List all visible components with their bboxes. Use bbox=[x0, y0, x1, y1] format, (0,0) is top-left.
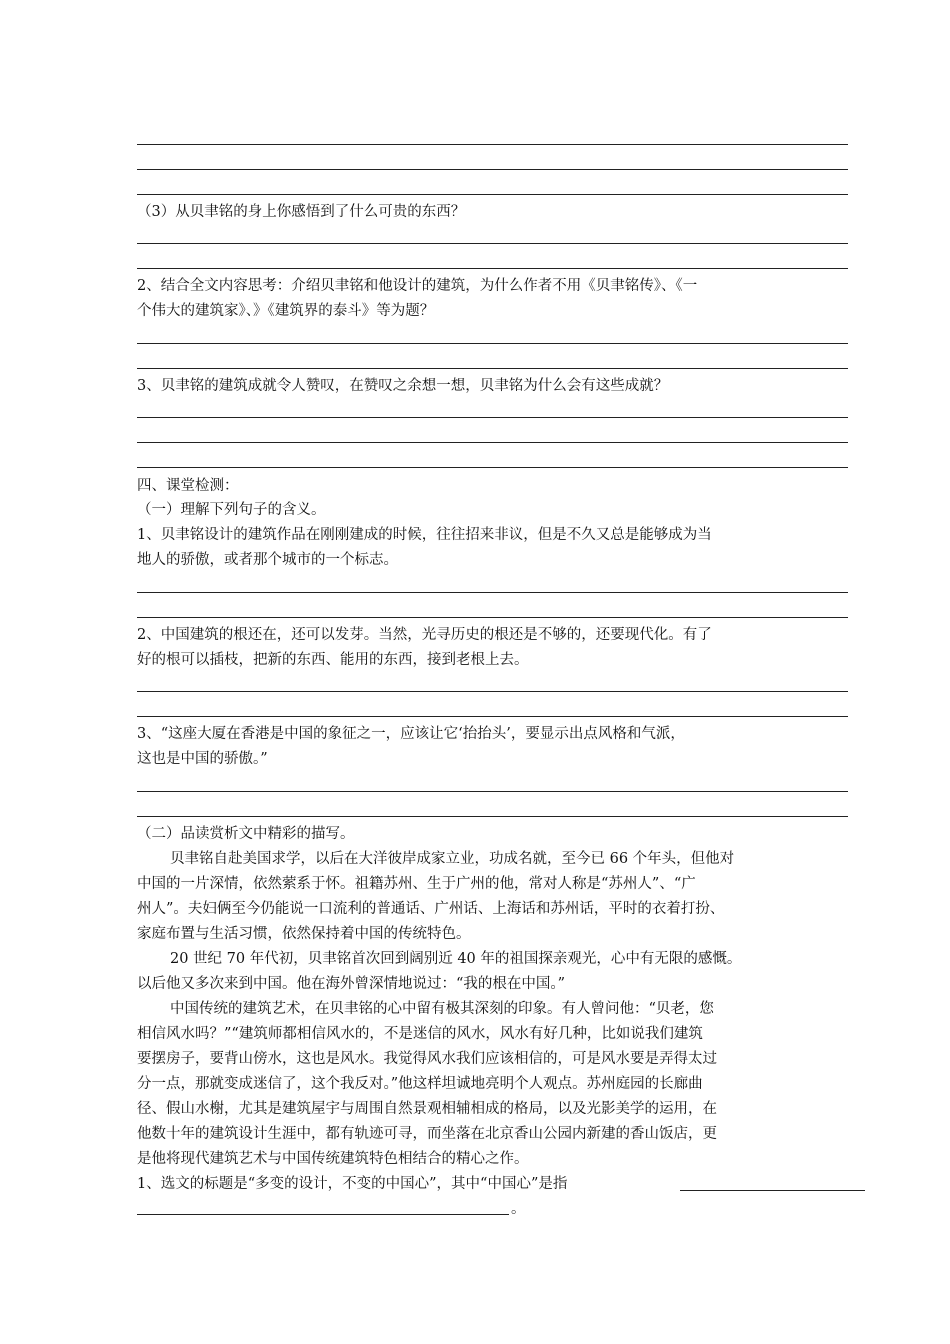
answer-line bbox=[137, 368, 848, 369]
answer-line bbox=[137, 617, 848, 618]
question-3-from-section: （3）从贝聿铭的身上你感悟到了什么可贵的东西？ bbox=[137, 204, 466, 220]
question-2-line-2: 个伟大的建筑家》、》《建筑界的泰斗》等为题？ bbox=[137, 303, 435, 319]
subsection-2-title: （二）品读赏析文中精彩的描写。 bbox=[137, 826, 355, 842]
fill-blank-line[interactable] bbox=[680, 1190, 865, 1191]
answer-line bbox=[137, 691, 848, 692]
passage-p2-line-2: 以后他又多次来到中国。他在海外曾深情地说过：“我的根在中国。” bbox=[137, 976, 566, 992]
answer-line bbox=[137, 417, 848, 418]
answer-line bbox=[137, 343, 848, 344]
sentence-3-line-1: 3、“这座大厦在香港是中国的象征之一，应该让它‘抬抬头’，要显示出点风格和气派， bbox=[137, 726, 685, 742]
sentence-2-line-1: 2、中国建筑的根还在，还可以发芽。当然，光寻历史的根还是不够的，还要现代化。有了 bbox=[137, 627, 712, 643]
answer-line bbox=[137, 442, 848, 443]
passage-p3-line-3: 要摆房子，要背山傍水，这也是风水。我觉得风水我们应该相信的，可是风水要是弄得太过 bbox=[137, 1051, 717, 1067]
answer-line bbox=[137, 169, 848, 170]
answer-line bbox=[137, 268, 848, 269]
sentence-2-line-2: 好的根可以插枝，把新的东西、能用的东西，接到老根上去。 bbox=[137, 652, 529, 668]
answer-line bbox=[137, 716, 848, 717]
question-2-line-1: 2、结合全文内容思考：介绍贝聿铭和他设计的建筑，为什么作者不用《贝聿铭传》、《一 bbox=[137, 278, 698, 294]
fill-blank-line[interactable] bbox=[137, 1214, 509, 1215]
passage-p3-line-6: 他数十年的建筑设计生涯中，都有轨迹可寻，而坐落在北京香山公园内新建的香山饭店，更 bbox=[137, 1126, 717, 1142]
subsection-1-title: （一）理解下列句子的含义。 bbox=[137, 502, 326, 518]
answer-line bbox=[137, 144, 848, 145]
section-4-title: 四、课堂检测： bbox=[137, 478, 239, 494]
passage-p1-line-4: 家庭布置与生活习惯，依然保持着中国的传统特色。 bbox=[137, 926, 471, 942]
sentence-1-line-2: 地人的骄傲，或者那个城市的一个标志。 bbox=[137, 552, 398, 568]
sentence-3-line-2: 这也是中国的骄傲。” bbox=[137, 751, 268, 767]
passage-p3-line-7: 是他将现代建筑艺术与中国传统建筑特色相结合的精心之作。 bbox=[137, 1151, 529, 1167]
final-period: 。 bbox=[511, 1201, 526, 1217]
passage-p3-line-4: 分一点，那就变成迷信了，这个我反对。”他这样坦诚地亮明个人观点。苏州庭园的长廊曲 bbox=[137, 1076, 703, 1092]
passage-p3-line-5: 径、假山水榭，尤其是建筑屋宇与周围自然景观相辅相成的格局，以及光影美学的运用，在 bbox=[137, 1101, 717, 1117]
final-question: 1、选文的标题是“多变的设计，不变的中国心”，其中“中国心”是指 bbox=[137, 1176, 568, 1192]
passage-p3-line-2: 相信风水吗？”“建筑师都相信风水的，不是迷信的风水，风水有好几种，比如说我们建筑 bbox=[137, 1026, 703, 1042]
answer-line bbox=[137, 243, 848, 244]
answer-line bbox=[137, 467, 848, 468]
passage-p1-line-1: 贝聿铭自赴美国求学，以后在大洋彼岸成家立业，功成名就，至今已 66 个年头，但他对 bbox=[170, 851, 735, 867]
sentence-1-line-1: 1、贝聿铭设计的建筑作品在刚刚建成的时候，往往招来非议，但是不久又总是能够成为当 bbox=[137, 527, 712, 543]
passage-p3-line-1: 中国传统的建筑艺术，在贝聿铭的心中留有极其深刻的印象。有人曾问他：“贝老，您 bbox=[170, 1001, 714, 1017]
answer-line bbox=[137, 791, 848, 792]
answer-line bbox=[137, 592, 848, 593]
answer-line bbox=[137, 816, 848, 817]
passage-p1-line-2: 中国的一片深情，依然萦系于怀。祖籍苏州、生于广州的他，常对人称是“苏州人”、“广 bbox=[137, 876, 696, 892]
passage-p1-line-3: 州人”。夫妇俩至今仍能说一口流利的普通话、广州话、上海话和苏州话，平时的衣着打扮、 bbox=[137, 901, 725, 917]
passage-p2-line-1: 20 世纪 70 年代初，贝聿铭首次回到阔别近 40 年的祖国探亲观光，心中有无限的感慨。 bbox=[170, 951, 742, 967]
question-3: 3、贝聿铭的建筑成就令人赞叹，在赞叹之余想一想，贝聿铭为什么会有这些成就？ bbox=[137, 378, 669, 394]
answer-line bbox=[137, 194, 848, 195]
